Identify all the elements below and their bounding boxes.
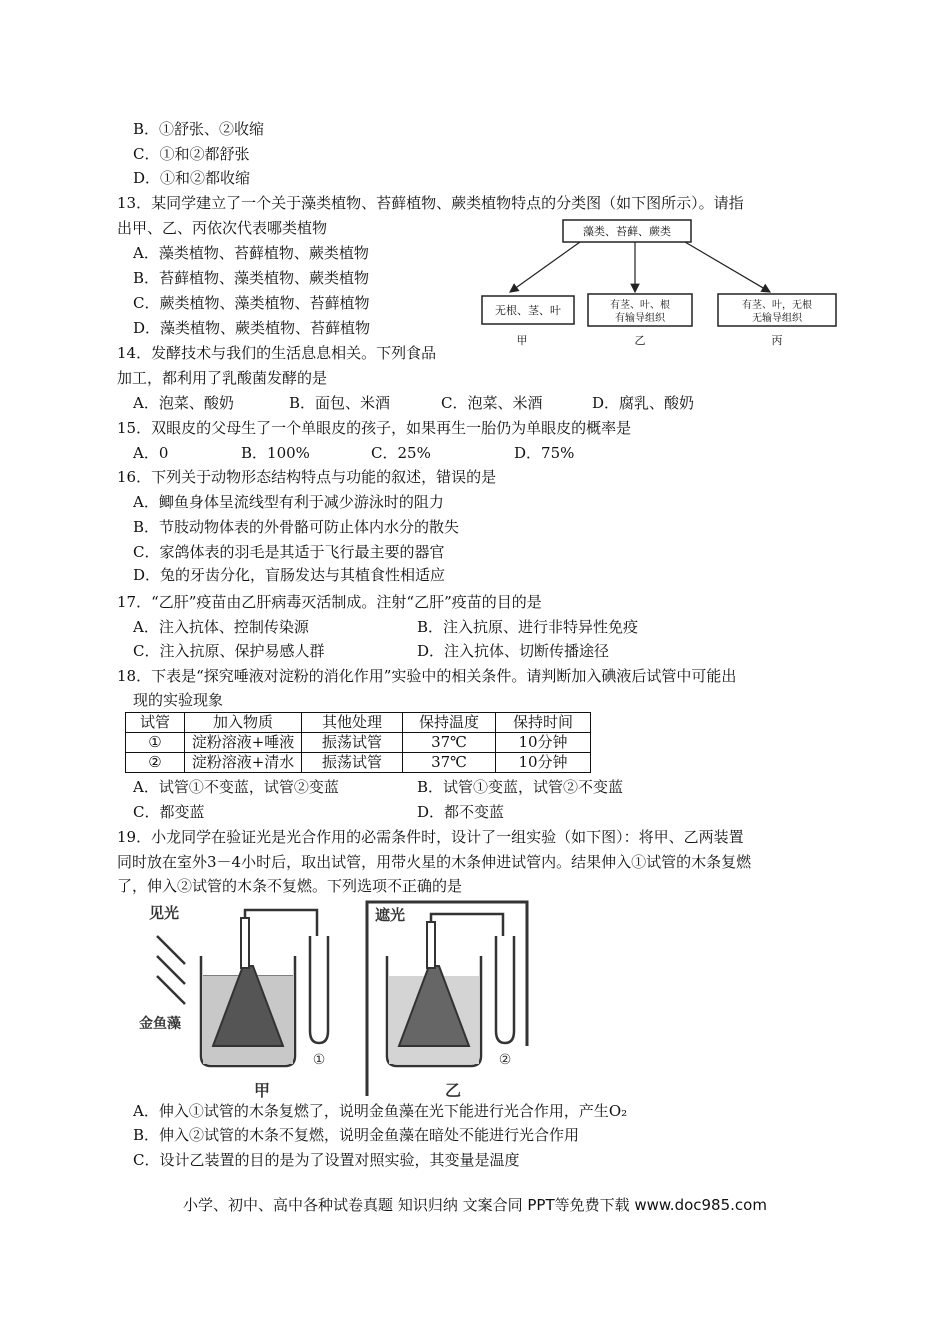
algae-label: 金鱼藻 (139, 1016, 181, 1032)
q13-option-c: C．蕨类植物、藻类植物、苔藓植物 (133, 294, 370, 312)
shade-label: 遮光 (375, 906, 406, 924)
q19-stem-line3: 了，伸入②试管的木条不复燃。下列选项不正确的是 (117, 877, 463, 895)
table-header-cell: 其他处理 (302, 713, 403, 733)
diagram-arrow-left (510, 242, 580, 292)
q17-option-a: A．注入抗体、控制传染源 (133, 618, 309, 636)
diagram-label-yi: 乙 (634, 334, 646, 347)
q15-option-c: C．25% (371, 444, 431, 462)
table-row (126, 753, 591, 773)
q16-option-d: D．兔的牙齿分化，盲肠发达与其植食性相适应 (133, 566, 446, 584)
q14-option-a: A．泡菜、酸奶 (133, 394, 234, 412)
diagram-label-jia: 甲 (516, 334, 528, 347)
q14-option-d: D．腐乳、酸奶 (592, 394, 695, 412)
q18-stem-line2: 现的实验现象 (133, 691, 224, 709)
diagram-box-bing-text-1: 有茎、叶，无根 (742, 300, 812, 311)
tube-connector-yi (431, 914, 503, 941)
diagram-root-text: 藻类、苔藓、蕨类 (583, 225, 671, 238)
q14-stem-line1: 14．发酵技术与我们的生活息息相关。下列食品 (117, 344, 437, 362)
q18-option-d: D．都不变蓝 (417, 803, 505, 821)
q19-option-b: B．伸入②试管的木条不复燃，说明金鱼藻在暗处不能进行光合作用 (133, 1126, 580, 1144)
q16-option-c: C．家鸽体表的羽毛是其适于飞行最主要的器官 (133, 543, 445, 561)
tube-2-label: ② (498, 1052, 512, 1068)
q18-option-a: A．试管①不变蓝，试管②变蓝 (133, 778, 339, 796)
q17-option-c: C．注入抗原、保护易感人群 (133, 642, 325, 660)
q17-option-d: D．注入抗体、切断传播途径 (417, 642, 610, 660)
table-header-row (126, 713, 591, 733)
table-header-cell: 试管 (126, 713, 185, 733)
table-cell: 10分钟 (496, 753, 591, 773)
q13-classification-diagram (470, 212, 850, 352)
q12-option-c: C．①和②都舒张 (133, 145, 250, 163)
table-cell: 淀粉溶液+清水 (185, 753, 302, 773)
q19-option-c: C．设计乙装置的目的是为了设置对照实验，其变量是温度 (133, 1151, 520, 1169)
q13-stem-line1: 13．某同学建立了一个关于藻类植物、苔藓植物、蕨类植物特点的分类图（如下图所示）。请指 (117, 194, 744, 212)
table-cell: 10分钟 (496, 733, 591, 753)
funnel-stem (241, 918, 249, 968)
q18-stem-line1: 18．下表是“探究唾液对淀粉的消化作用”实验中的相关条件。请判断加入碘液后试管中可能出 (117, 667, 737, 685)
diagram-box-bing-text-2: 无输导组织 (752, 313, 802, 324)
apparatus-yi (367, 902, 527, 1100)
q16-option-b: B．节肢动物体表的外骨骼可防止体内水分的散失 (133, 518, 460, 536)
q18-option-b: B．试管①变蓝，试管②不变蓝 (417, 778, 624, 796)
q12-option-b: B．①舒张、②收缩 (133, 120, 265, 138)
diagram-box-jia-text: 无根、茎、叶 (495, 304, 561, 317)
q14-option-c: C．泡菜、米酒 (441, 394, 543, 412)
table-cell: ① (126, 733, 185, 753)
table-cell: 淀粉溶液+唾液 (185, 733, 302, 753)
tube-connector-jia (245, 910, 317, 941)
diagram-box-yi-text-2: 有输导组织 (615, 313, 665, 324)
q13-stem-line2: 出甲、乙、丙依次代表哪类植物 (117, 219, 328, 237)
table-cell: 37℃ (403, 733, 496, 753)
q13-option-b: B．苔藓植物、藻类植物、蕨类植物 (133, 269, 370, 287)
page-footer: 小学、初中、高中各种试卷真题 知识归纳 文案合同 PPT等免费下载 www.doc985.com (183, 1196, 767, 1214)
table-cell: 37℃ (403, 753, 496, 773)
q15-option-a: A．0 (133, 444, 169, 462)
q15-stem: 15．双眼皮的父母生了一个单眼皮的孩子，如果再生一胎仍为单眼皮的概率是 (117, 419, 632, 437)
q19-option-a: A．伸入①试管的木条复燃了，说明金鱼藻在光下能进行光合作用，产生O₂ (133, 1102, 628, 1120)
q18-option-c: C．都变蓝 (133, 803, 205, 821)
diagram-label-bing: 丙 (771, 334, 783, 347)
q19-stem-line1: 19．小龙同学在验证光是光合作用的必需条件时，设计了一组实验（如下图）：将甲、乙两装置 (117, 828, 744, 846)
test-tube-1 (310, 936, 328, 1043)
q13-option-d: D．藻类植物、蕨类植物、苔藓植物 (133, 319, 371, 337)
q19-experiment-figure (135, 896, 540, 1108)
q17-stem: 17．“乙肝”疫苗由乙肝病毒灭活制成。注射“乙肝”疫苗的目的是 (117, 593, 542, 611)
test-tube-2 (496, 936, 514, 1043)
light-label: 见光 (149, 904, 180, 922)
q15-option-b: B．100% (241, 444, 310, 462)
table-header-cell: 保持温度 (403, 713, 496, 733)
q19-stem-line2: 同时放在室外3－4小时后，取出试管，用带火星的木条伸进试管内。结果伸入①试管的木条复燃 (117, 853, 752, 871)
q12-option-d: D．①和②都收缩 (133, 169, 251, 187)
table-cell: 振荡试管 (302, 753, 403, 773)
table-cell: 振荡试管 (302, 733, 403, 753)
diagram-box-yi-text-1: 有茎、叶、根 (610, 300, 670, 311)
funnel-stem (427, 922, 435, 968)
q14-stem-line2: 加工，都利用了乳酸菌发酵的是 (117, 369, 328, 387)
q14-option-b: B．面包、米酒 (289, 394, 391, 412)
apparatus-jia (201, 910, 328, 1100)
q15-option-d: D．75% (514, 444, 575, 462)
table-header-cell: 保持时间 (496, 713, 591, 733)
q16-stem: 16．下列关于动物形态结构特点与功能的叙述，错误的是 (117, 468, 497, 486)
diagram-arrow-right (685, 242, 770, 292)
q16-option-a: A．鲫鱼身体呈流线型有利于减少游泳时的阻力 (133, 493, 444, 511)
q17-option-b: B．注入抗原、进行非特异性免疫 (417, 618, 639, 636)
table-row (126, 733, 591, 753)
table-cell: ② (126, 753, 185, 773)
q18-experiment-table (125, 712, 591, 773)
table-header-cell: 加入物质 (185, 713, 302, 733)
label-yi: 乙 (444, 1081, 462, 1100)
tube-1-label: ① (312, 1052, 326, 1068)
label-jia: 甲 (253, 1081, 271, 1100)
q13-option-a: A．藻类植物、苔藓植物、蕨类植物 (133, 244, 369, 262)
